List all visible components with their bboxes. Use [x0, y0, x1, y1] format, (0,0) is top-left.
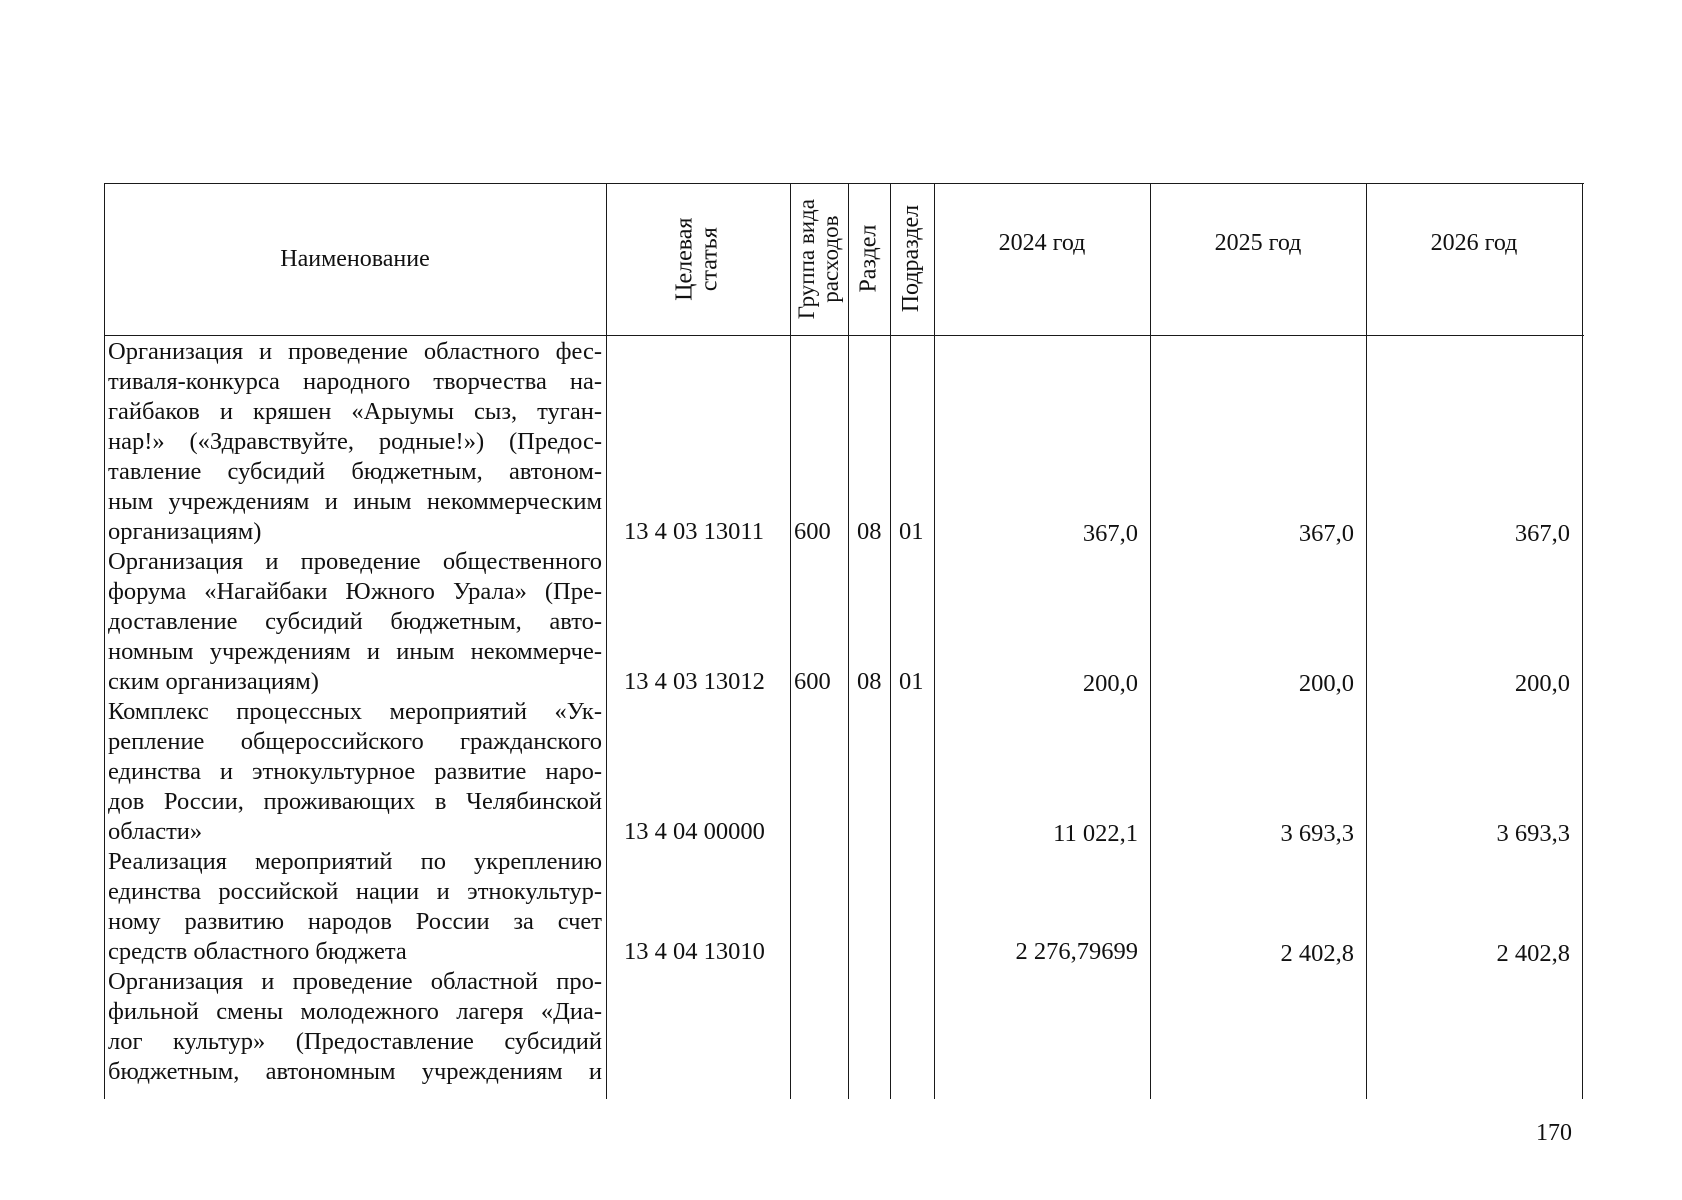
header-subsection-text: Подраздел: [898, 205, 925, 313]
header-2025: [1150, 183, 1366, 335]
header-2026-text: 2026 год: [1430, 230, 1518, 256]
row-subsection: 01: [899, 668, 924, 695]
name-line: фильной смены молодежного лагеря «Диа-: [108, 998, 602, 1025]
row-value-2024: 11 022,1: [1053, 820, 1138, 847]
name-line: средств областного бюджета: [108, 938, 407, 965]
name-line: лог культур» (Предоставление субсидий: [108, 1028, 602, 1055]
name-line: Организация и проведение областного фес-: [108, 338, 602, 365]
row-code: 13 4 03 13011: [624, 518, 764, 545]
name-line: доставление субсидий бюджетным, авто-: [108, 608, 602, 635]
row-value-2024: 367,0: [1082, 520, 1138, 547]
row-code: 13 4 03 13012: [624, 668, 765, 695]
table-row-name: [108, 967, 602, 1087]
row-section: 08: [857, 518, 882, 545]
row-value-2025: 200,0: [1298, 670, 1354, 697]
header-2026: [1366, 183, 1582, 335]
name-line: репление общероссийского гражданского: [108, 728, 602, 755]
name-line: Организация и проведение общественного: [108, 548, 602, 575]
header-section: [848, 183, 890, 335]
header-target-article-line1: Целевая: [671, 217, 698, 301]
row-group: 600: [794, 668, 831, 695]
row-value-2026: 367,0: [1514, 520, 1570, 547]
name-line: Комплекс процессных мероприятий «Ук-: [108, 698, 602, 725]
header-expense-group-line2: расходов: [818, 215, 844, 303]
row-code: 13 4 04 00000: [624, 818, 765, 845]
name-line: форума «Нагайбаки Южного Урала» (Пре-: [108, 578, 602, 605]
name-line: ному развитию народов России за счет: [108, 908, 602, 935]
header-name: [104, 183, 606, 335]
row-value-2026: 3 693,3: [1496, 820, 1570, 847]
table-border-right: [1582, 183, 1583, 1099]
row-value-2025: 2 402,8: [1280, 940, 1354, 967]
name-line: единства и этнокультурное развитие наро-: [108, 758, 602, 785]
name-line: тиваля-конкурса народного творчества на-: [108, 368, 602, 395]
name-line: тавление субсидий бюджетным, автоном-: [108, 458, 602, 485]
row-code: 13 4 04 13010: [624, 938, 765, 965]
row-value-2026: 2 402,8: [1496, 940, 1570, 967]
name-line: бюджетным, автономным учреждениям и: [108, 1058, 602, 1085]
name-line: области»: [108, 818, 203, 845]
budget-table: [104, 183, 1584, 1099]
table-row-name: [108, 697, 602, 847]
page-number: 170: [1536, 1120, 1572, 1146]
header-section-text: Раздел: [855, 225, 882, 293]
header-expense-group-line1: Группа вида: [793, 198, 819, 320]
name-line: гайбаков и кряшен «Арыумы сыз, туган-: [108, 398, 602, 425]
row-subsection: 01: [899, 518, 924, 545]
name-line: единства российской нации и этнокультур-: [108, 878, 602, 905]
header-2024-text: 2024 год: [998, 230, 1086, 256]
row-value-2024: 200,0: [1082, 670, 1138, 697]
name-line: ным учреждениям и иным некоммерческим: [108, 488, 602, 515]
row-group: 600: [794, 518, 831, 545]
header-target-article-line2: статья: [696, 227, 723, 291]
name-line: нар!» («Здравствуйте, родные!») (Предос-: [108, 428, 602, 455]
name-line: дов России, проживающих в Челябинской: [108, 788, 602, 815]
row-value-2024: 2 276,79699: [1015, 938, 1138, 965]
header-bottom-line: [104, 335, 1584, 336]
table-row-name: [108, 337, 602, 547]
header-expense-group: [790, 183, 848, 335]
row-value-2026: 200,0: [1514, 670, 1570, 697]
header-expense-group-text: [795, 199, 843, 319]
name-line: организациям): [108, 518, 262, 545]
header-target-article-text: [673, 217, 723, 300]
header-2024: [934, 183, 1150, 335]
header-target-article: [606, 183, 790, 335]
header-2025-text: 2025 год: [1214, 230, 1302, 256]
row-value-2025: 367,0: [1298, 520, 1354, 547]
row-section: 08: [857, 668, 882, 695]
row-value-2025: 3 693,3: [1280, 820, 1354, 847]
header-subsection: [890, 183, 934, 335]
name-line: Организация и проведение областной про-: [108, 968, 602, 995]
table-row-name: [108, 847, 602, 967]
table-row-name: [108, 547, 602, 697]
name-line: номным учреждениям и иным некоммерче-: [108, 638, 602, 665]
name-line: Реализация мероприятий по укреплению: [108, 848, 602, 875]
name-line: ским организациям): [108, 668, 319, 695]
header-name-text: Наименование: [280, 246, 430, 272]
